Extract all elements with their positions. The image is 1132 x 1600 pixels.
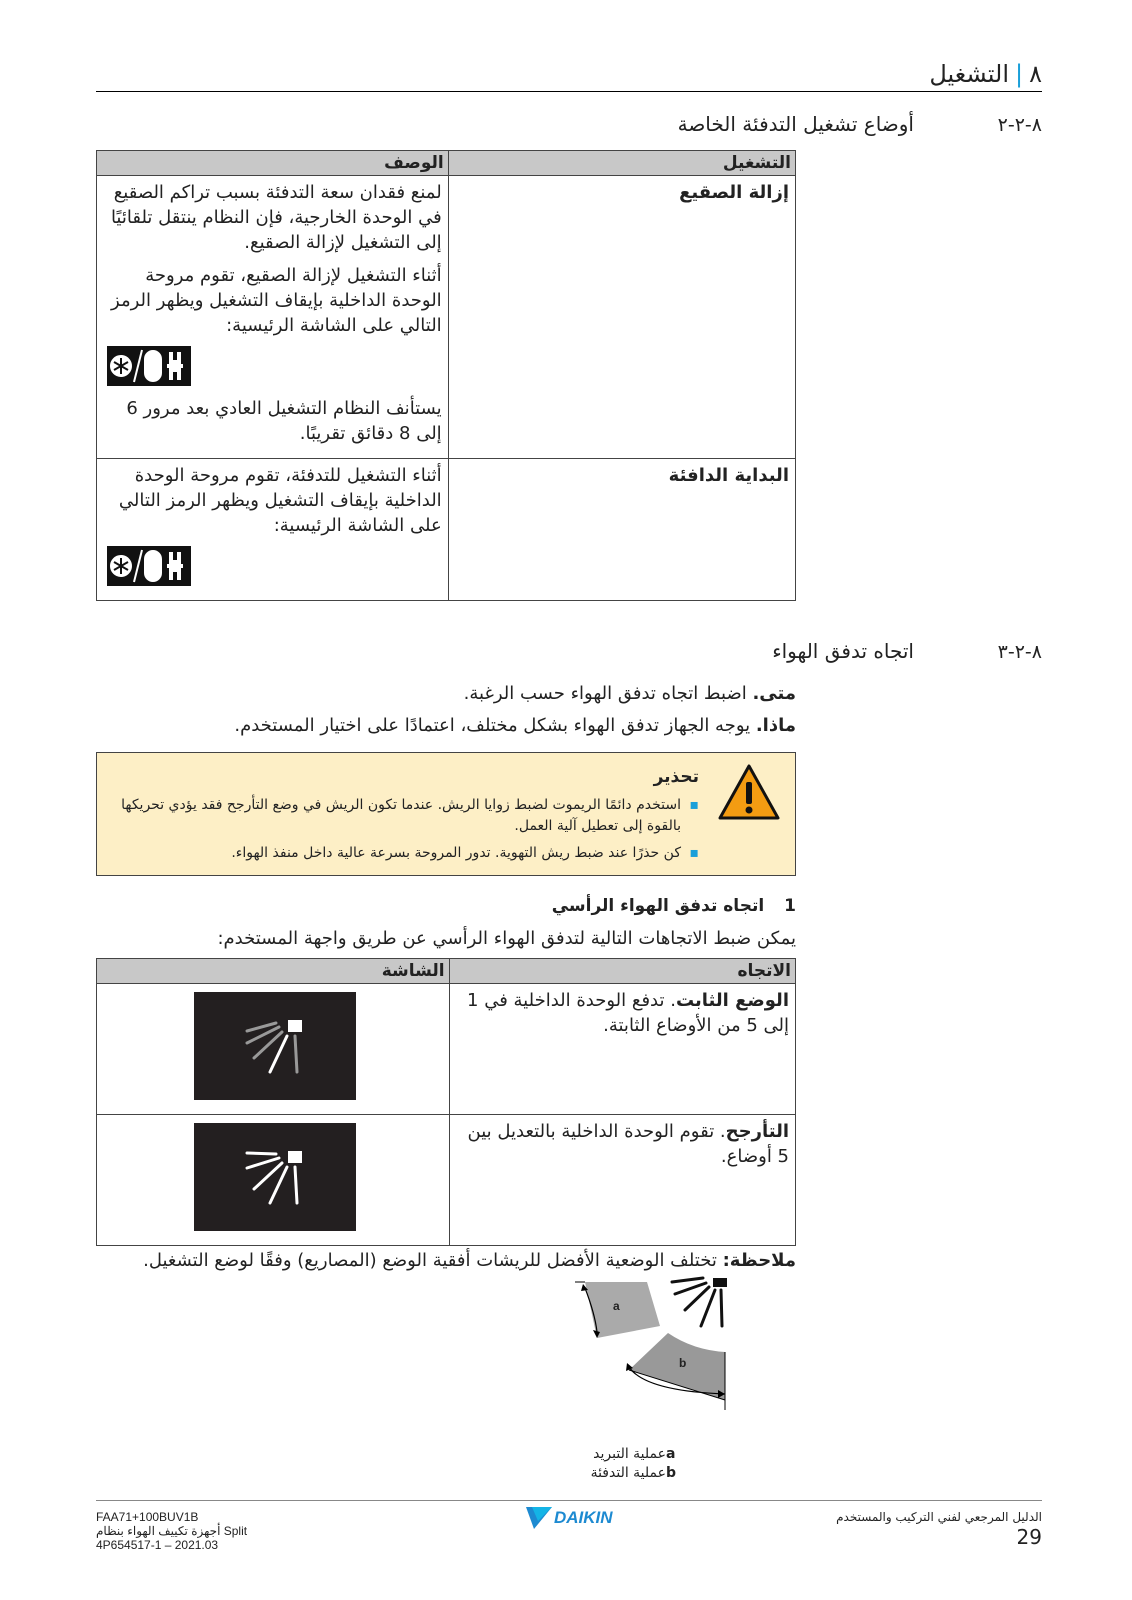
what-paragraph [234,715,796,736]
swing-screen-icon [194,1123,356,1231]
direction-text: . تقوم الوحدة الداخلية بالتعديل بين 5 أوضاع. [467,1121,789,1167]
warning-triangle-icon [717,763,781,825]
warning-list [119,795,699,870]
daikin-logo-icon [526,1507,552,1529]
footer-left [96,1510,247,1552]
column-header-operation: التشغيل [448,151,795,176]
table-row [97,176,796,459]
daikin-logo [526,1507,613,1529]
brand-name: DAIKIN [554,1508,613,1527]
subsection-heading [552,896,796,916]
warning-box [96,752,796,876]
subsection-number: 1 [784,896,796,916]
legend-item [593,1446,694,1462]
note-paragraph [143,1250,796,1271]
louver-angle-diagram [575,1270,745,1444]
swing-label: التأرجح [725,1121,789,1142]
description-text: أثناء التشغيل للتدفئة، تقوم مروحة الوحدة الداخلية بإيقاف التشغيل ويظهر الرمز التالي على الشاشة الرئيسية: [118,465,442,536]
special-heating-modes-table [96,150,796,601]
warning-text: كن حذرًا عند ضبط ريش التهوية. تدور المروحة بسرعة عالية داخل منفذ الهواء. [231,845,681,861]
chapter-title: التشغيل [929,60,1010,88]
column-header-direction: الاتجاه [449,959,795,984]
diagram-label-a: a [613,1299,620,1313]
legend-key: a [666,1446,676,1462]
direction-cell [449,1115,795,1246]
intro-paragraph: يمكن ضبط الاتجاهات التالية لتدفق الهواء الرأسي عن طريق واجهة المستخدم: [217,928,796,949]
subsection-title: اتجاه تدفق الهواء الرأسي [551,896,765,916]
chapter-number: ٨ [1029,60,1042,88]
header-separator: | [1015,60,1024,88]
direction-text: . تدفع الوحدة الداخلية في 1 إلى 5 من الأوضاع الثابتة. [467,990,789,1036]
section-title: اتجاه تدفق الهواء [772,639,914,663]
warm-start-mode-icon [107,546,442,586]
manual-title: الدليل المرجعي لفني التركيب والمستخدم [836,1510,1042,1524]
document-number: 4P654517-1 – 2021.03 [96,1538,219,1552]
chapter-header [929,60,1042,88]
description-text: أثناء التشغيل لإزالة الصقيع، تقوم مروحة الوحدة الداخلية بإيقاف التشغيل ويظهر الرمز التالي على الشاشة الرئيسية: [111,265,442,336]
when-paragraph [464,683,796,704]
what-text: يوجه الجهاز تدفق الهواء بشكل مختلف، اعتمادًا على اختيار المستخدم. [234,715,756,736]
note-label: ملاحظة: [722,1250,796,1271]
description-cell [97,176,449,459]
section-number: ٨-٢-٢ [997,114,1042,136]
footer-rule [96,1500,1042,1501]
header-rule [96,91,1042,92]
what-label: ماذا. [755,715,796,736]
description-text: لمنع فقدان سعة التدفئة بسبب تراكم الصقيع في الوحدة الخارجية، فإن النظام ينتقل تلقائيًا إلى التشغيل لإزالة الصقيع. [110,182,442,253]
table-row [97,1115,796,1246]
legend-key: b [666,1465,677,1481]
direction-cell [449,984,795,1115]
table-row [97,984,796,1115]
defrost-mode-icon [107,346,442,386]
bullet-icon: ▪ [689,845,699,861]
legend-text: عملية التبريد [593,1446,666,1462]
when-label: متى. [752,683,796,704]
legend-item [591,1465,694,1481]
operation-warm-start: البداية الدافئة [448,459,795,601]
when-text: اضبط اتجاه تدفق الهواء حسب الرغبة. [463,683,753,704]
section-number: ٨-٢-٣ [997,641,1042,663]
column-header-description: الوصف [97,151,449,176]
section-title: أوضاع تشغيل التدفئة الخاصة [677,112,914,136]
operation-defrost: إزالة الصقيع [448,176,795,459]
warning-title: تحذير [653,767,699,787]
screen-cell [97,1115,450,1246]
list-item [119,843,699,864]
bullet-icon: ▪ [689,797,699,813]
fixed-position-label: الوضع الثابت [675,990,789,1011]
page-number: 29 [1016,1525,1042,1549]
table-row [97,459,796,601]
product-name: أجهزة تكييف الهواء بنظام Split [96,1524,248,1538]
legend-text: عملية التدفئة [590,1465,666,1481]
list-item [119,795,699,837]
description-cell [97,459,449,601]
description-text: يستأنف النظام التشغيل العادي بعد مرور 6 إلى 8 دقائق تقريبًا. [126,398,442,444]
screen-cell [97,984,450,1115]
fixed-position-screen-icon [194,992,356,1100]
warning-text: استخدم دائمًا الريموت لضبط زوايا الريش. عندما تكون الريش في وضع التأرجح فقد يؤدي تحريكها بالقوة إلى تعطيل آلية العمل. [121,797,681,834]
diagram-label-b: b [679,1356,687,1370]
model-number: FAA71+100BUV1B [96,1510,199,1524]
airflow-direction-table [96,958,796,1246]
note-text: تختلف الوضعية الأفضل للريشات أفقية الوضع (المصاريع) وفقًا لوضع التشغيل. [143,1250,723,1271]
column-header-screen: الشاشة [97,959,450,984]
